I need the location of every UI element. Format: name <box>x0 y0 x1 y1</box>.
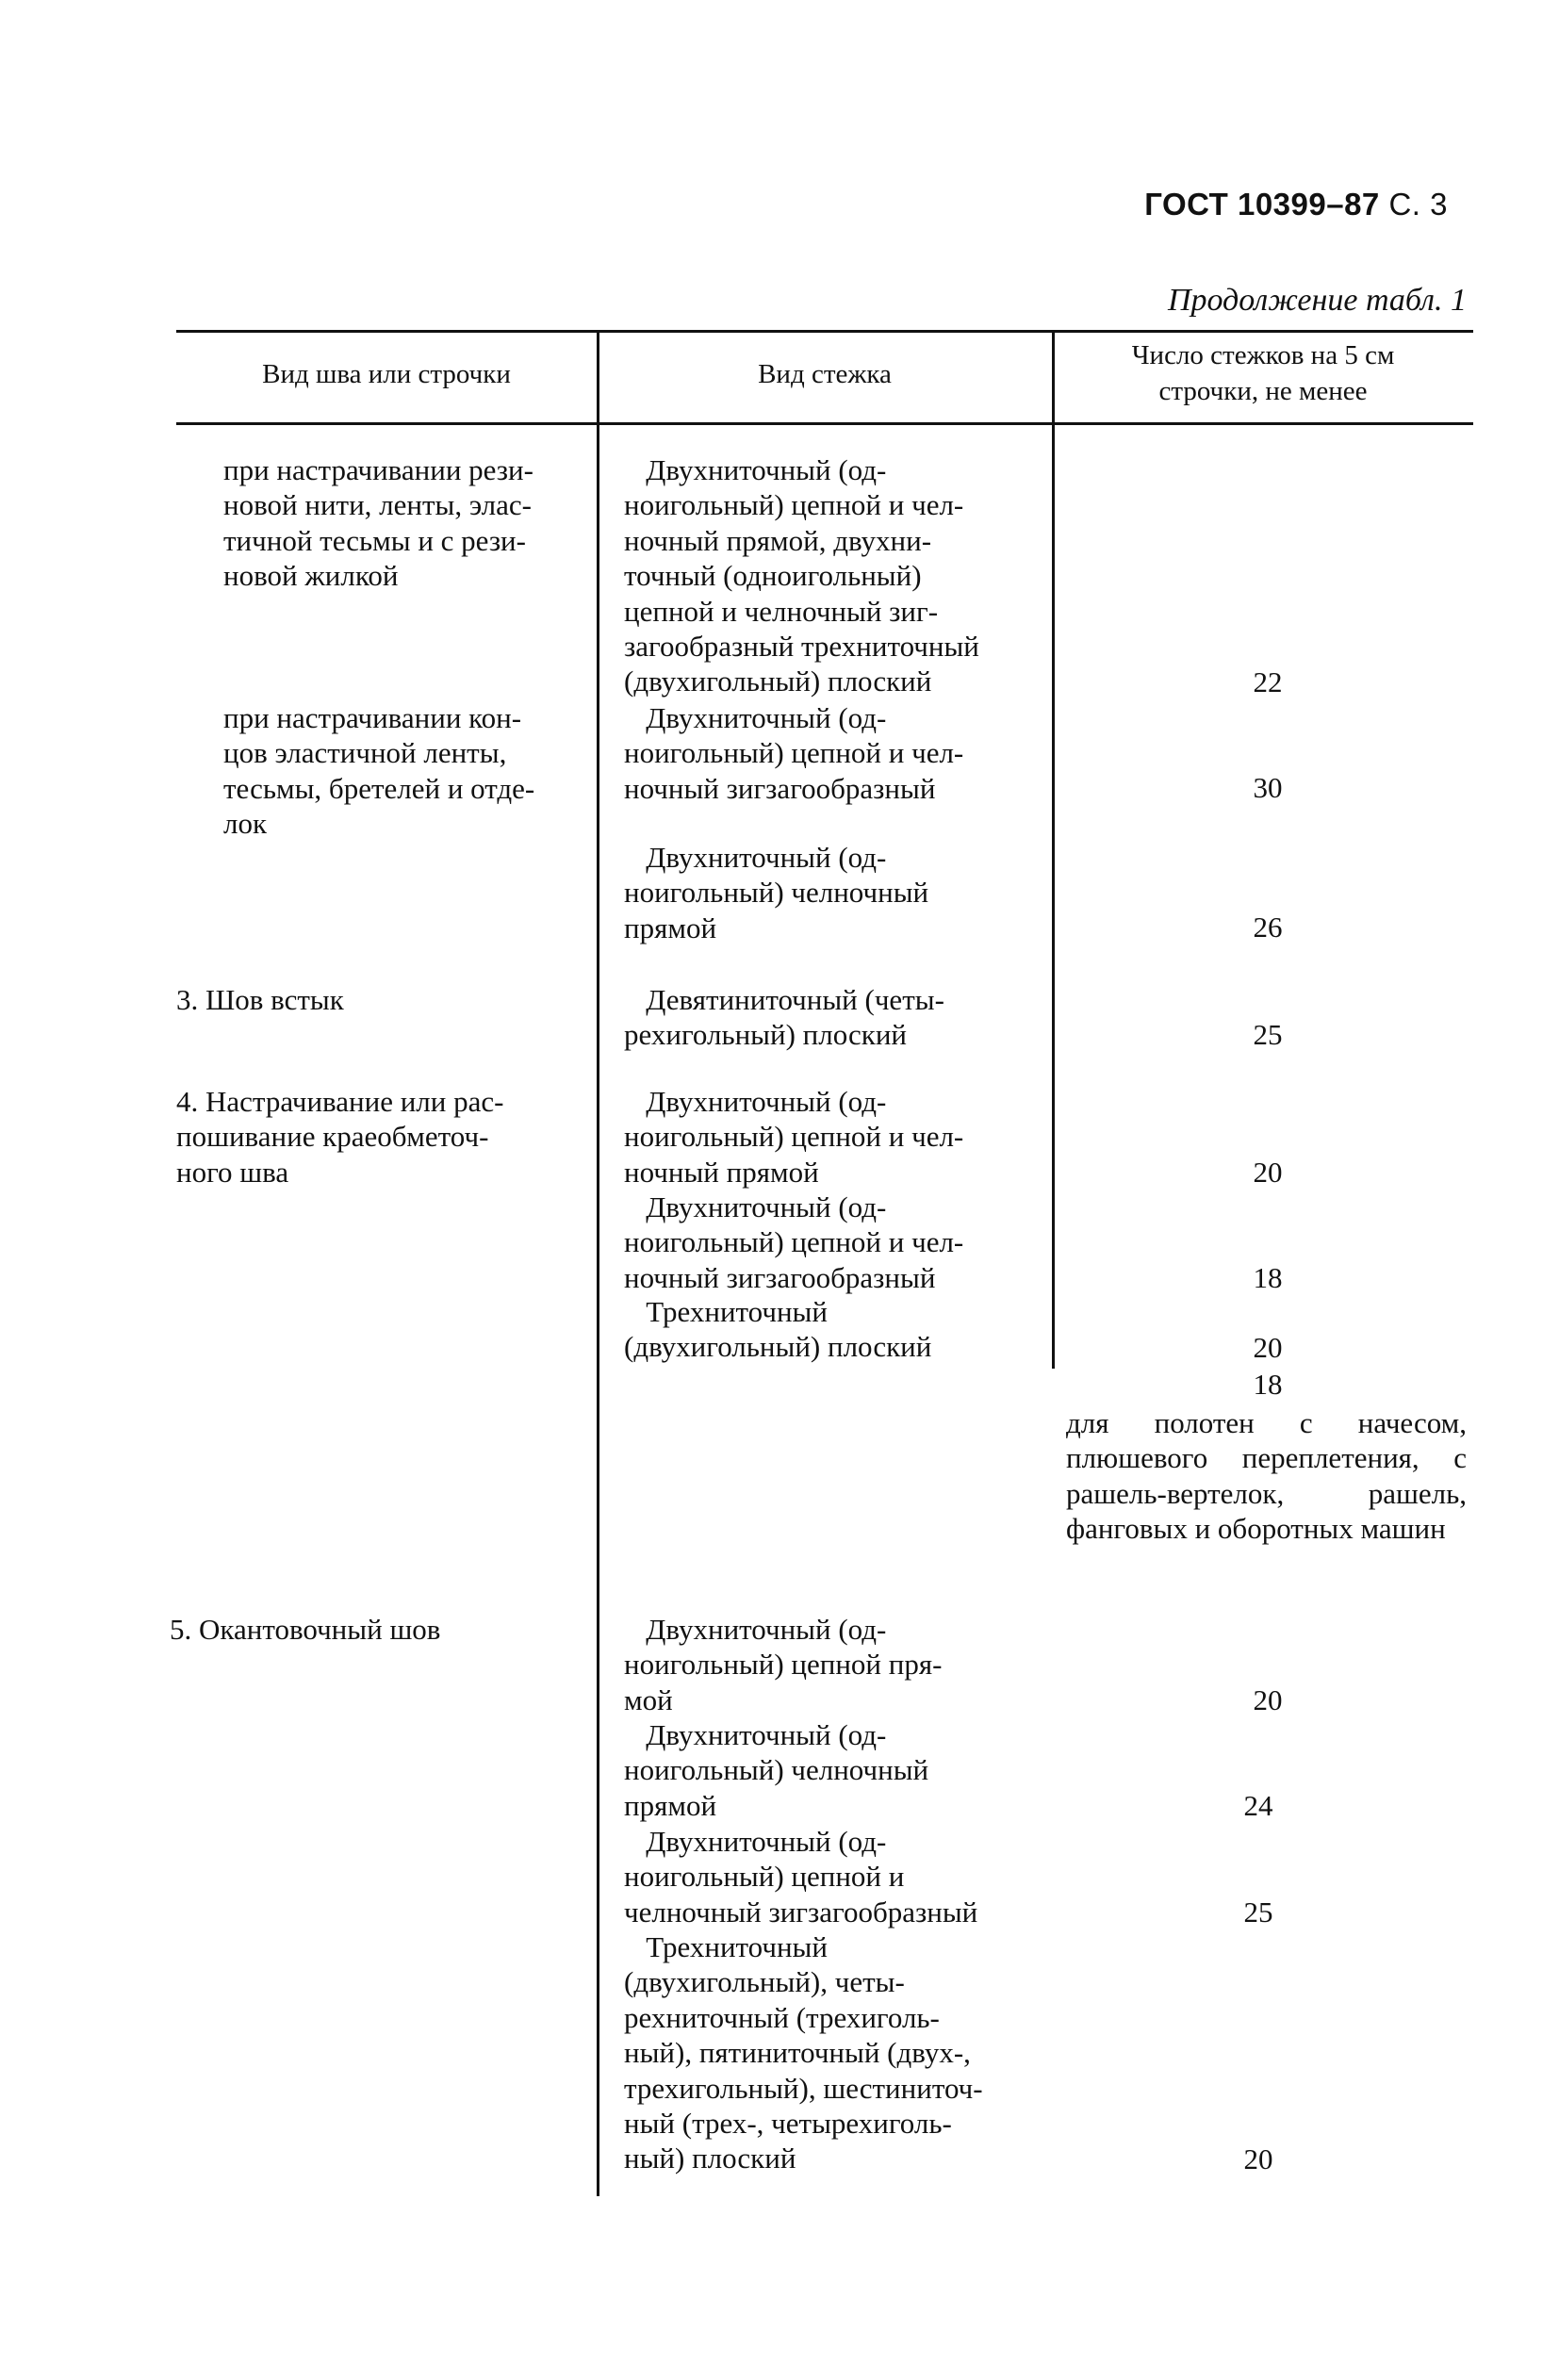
table-top-rule <box>176 330 1473 333</box>
column-divider-1 <box>597 332 599 2196</box>
column-header-stitch-count-line-2: строчки, не менее <box>1158 376 1368 406</box>
continuation-label: Продолжение табл. 1 <box>1167 283 1467 318</box>
stitch-count: 25 <box>1243 1896 1273 1929</box>
stitch-count-note: для полотен с начесом, плюшевого переплетения, с рашель-вертелок, рашель, фанговых и оборотных машин <box>1066 1406 1467 1546</box>
stitch-count: 22 <box>1253 665 1283 698</box>
stitch-count: 24 <box>1243 1789 1273 1822</box>
stitch-type-row-6: Двухниточный (од- ноигольный) цепной и чел- ночный зигзагообразный <box>624 1190 964 1294</box>
page-header <box>1144 187 1448 222</box>
column-divider-2 <box>1052 332 1055 1369</box>
stitch-count: 30 <box>1253 771 1283 804</box>
stitch-type-row-7: Трехниточный (двухигольный) плоский <box>624 1295 932 1364</box>
seam-type-butt-seam: 3. Шов встык <box>176 983 344 1016</box>
seam-type-elastic-ends: при настрачивании кон- цов эластичной ленты, тесьмы, бретелей и отде- лок <box>223 701 535 841</box>
stitch-count: 20 <box>1253 1156 1283 1189</box>
page-number: С. 3 <box>1388 187 1448 222</box>
stitch-type-row-2: Двухниточный (од- ноигольный) цепной и чел- ночный зигзагообразный <box>624 701 964 805</box>
stitch-type-row-10: Двухниточный (од- ноигольный) цепной и челночный зигзагообразный <box>624 1825 978 1929</box>
column-header-stitch-type: Вид стежка <box>758 359 892 389</box>
stitch-count: 25 <box>1253 1018 1283 1051</box>
stitch-count: 20 <box>1253 1683 1283 1716</box>
seam-type-elastic-thread: при настрачивании рези- новой нити, ленты, элас- тичной тесьмы и с рези- новой жилкой <box>223 453 533 593</box>
table-header-rule <box>176 422 1473 425</box>
stitch-count: 18 <box>1253 1261 1283 1294</box>
stitch-type-row-11: Трехниточный (двухигольный), четы- рехниточный (трехиголь- ный), пятиниточный (двух-, трехигольный), шестиниточ- ный (трех-, четырехиголь- ный) плоский <box>624 1930 983 2175</box>
stitch-count: 18 <box>1253 1368 1283 1401</box>
stitch-type-row-5: Двухниточный (од- ноигольный) цепной и чел- ночный прямой <box>624 1085 964 1189</box>
stitch-type-row-4: Девятиниточный (четы- рехигольный) плоский <box>624 983 944 1052</box>
column-header-stitch-count-line-1: Число стежков на 5 см <box>1131 340 1395 370</box>
stitch-type-row-9: Двухниточный (од- ноигольный) челночный прямой <box>624 1718 929 1822</box>
column-header-stitch-count <box>1056 337 1470 409</box>
stitch-type-row-3: Двухниточный (од- ноигольный) челночный прямой <box>624 841 929 944</box>
standard-number: ГОСТ 10399–87 <box>1144 187 1380 222</box>
stitch-count: 20 <box>1253 1331 1283 1364</box>
stitch-type-row-8: Двухниточный (од- ноигольный) цепной пря- мой <box>624 1613 943 1716</box>
seam-type-binding-seam: 5. Окантовочный шов <box>170 1613 441 1646</box>
column-header-seam-type: Вид шва или строчки <box>262 359 511 389</box>
stitch-count: 20 <box>1243 2142 1273 2175</box>
stitch-type-row-1: Двухниточный (од- ноигольный) цепной и чел- ночный прямой, двухни- точный (одноигольный) цепной и челночный зиг- загообразный трехниточный (двухигольный) плоский <box>624 453 979 698</box>
stitch-count: 26 <box>1253 911 1283 944</box>
seam-type-overlock-stitching: 4. Настрачивание или рас- пошивание краеобметоч- ного шва <box>176 1085 504 1189</box>
